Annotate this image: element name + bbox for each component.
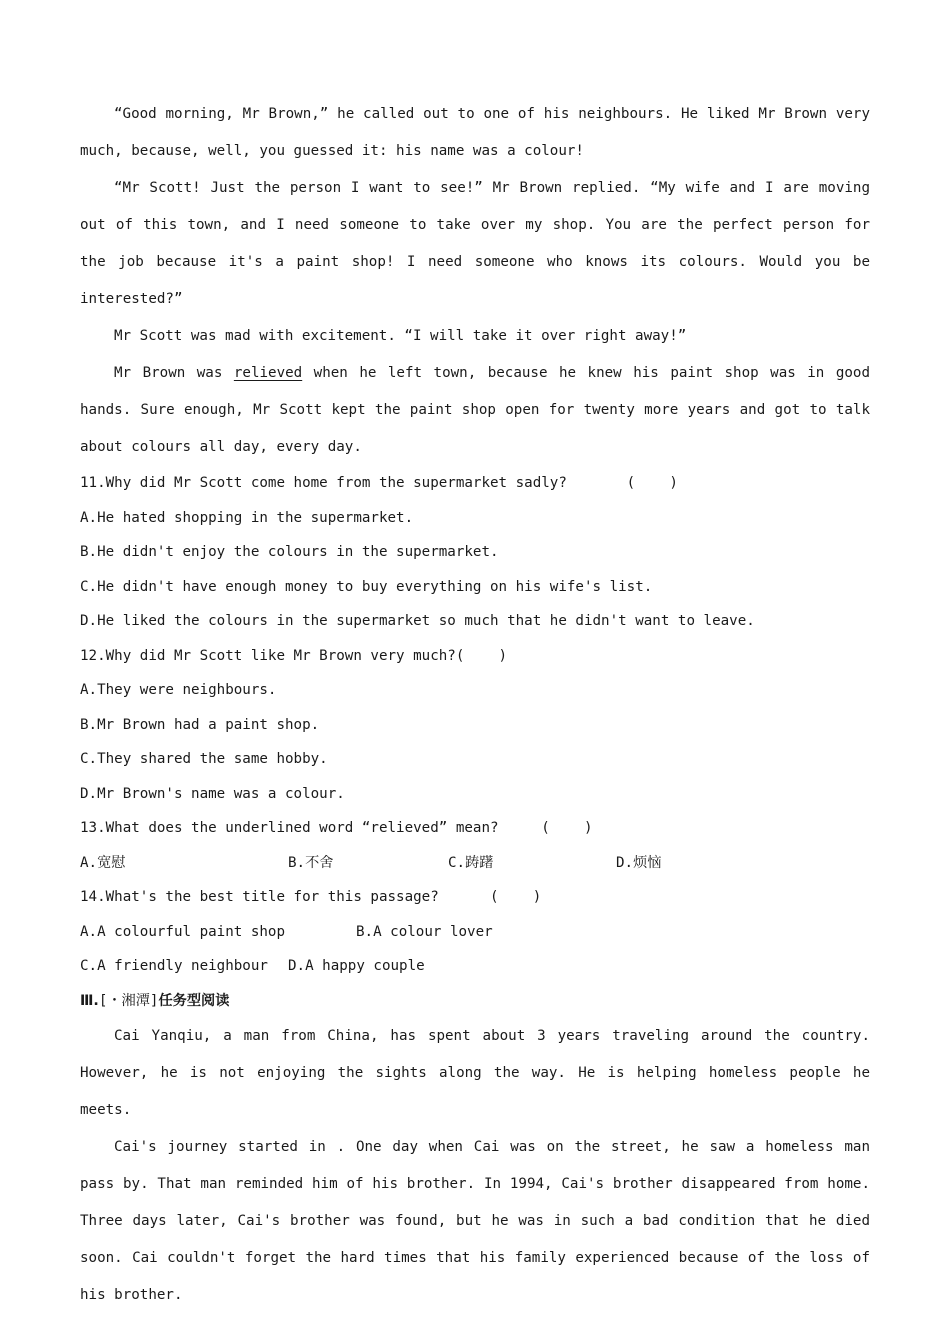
section-3-number: Ⅲ. [80, 992, 99, 1009]
question-14-options-row-2 [80, 949, 870, 984]
underlined-word: relieved [233, 365, 303, 381]
question-12-option-c: C.They shared the same hobby. [80, 751, 328, 767]
question-11-option-a: A.He hated shopping in the supermarket. [80, 509, 414, 526]
question-11-option-c: C.He didn't have enough money to buy everything on his wife's list. [80, 578, 653, 595]
question-14-options-row-1 [80, 915, 870, 950]
question-13-option-a: A.宽慰 [80, 854, 126, 871]
question-13-option-c: C.踌躇 [448, 854, 494, 871]
question-12-option-b: B.Mr Brown had a paint shop. [80, 716, 320, 733]
document-page [80, 96, 870, 1314]
passage-paragraph-3: Mr Scott was mad with excitement. “I will take it over right away!” [114, 328, 687, 344]
question-11-stem: 11.Why did Mr Scott come home from the supermarket sadly? ( ) [80, 475, 678, 491]
passage-paragraph-2: “Mr Scott! Just the person I want to see!” Mr Brown replied. “My wife and I are moving out of this town, and I need someone to take over my shop. You are the perfect person for the job because it's a paint shop! I need someone who knows its colours. Would you be interested?” [80, 180, 870, 307]
section-3-title: 任务型阅读 [158, 992, 230, 1009]
question-14-option-a: A.A colourful paint shop [80, 923, 285, 940]
question-13-stem: 13.What does the underlined word “relieved” mean? ( ) [80, 820, 593, 836]
question-11-option-b: B.He didn't enjoy the colours in the supermarket. [80, 544, 499, 560]
section-3-tag: [・湘潭] [98, 992, 159, 1009]
question-11-option-d: D.He liked the colours in the supermarket so much that he didn't want to leave. [80, 613, 755, 629]
question-12-stem: 12.Why did Mr Scott like Mr Brown very much?( ) [80, 647, 508, 664]
p4-before: Mr Brown was [114, 365, 234, 381]
question-12-option-a: A.They were neighbours. [80, 682, 277, 698]
question-12-option-d: D.Mr Brown's name was a colour. [80, 785, 345, 802]
question-14-option-d: D.A happy couple [288, 958, 425, 974]
question-13-options [80, 846, 870, 881]
passage2-paragraph-1: Cai Yanqiu, a man from China, has spent about 3 years traveling around the country. However, he is not enjoying the sights along the way. He is helping homeless people he meets. [80, 1028, 870, 1118]
section-3-heading [80, 984, 870, 1019]
question-14-option-c: C.A friendly neighbour [80, 958, 268, 974]
question-14-option-b: B.A colour lover [356, 923, 493, 940]
passage-paragraph-1: “Good morning, Mr Brown,” he called out to one of his neighbours. He liked Mr Brown very much, because, well, you guessed it: his name was a colour! [80, 106, 870, 159]
passage-paragraph-4 [80, 355, 870, 466]
question-14-stem: 14.What's the best title for this passage? ( ) [80, 889, 542, 905]
question-13-option-b: B.不舍 [288, 854, 334, 871]
question-13-option-d: D.烦恼 [616, 854, 662, 871]
passage2-paragraph-2: Cai's journey started in . One day when Cai was on the street, he saw a homeless man pass by. That man reminded him of his brother. In 1994, Cai's brother disappeared from home. Three days later, Cai's brother was found, but he was in such a bad condition that he died soon. Cai couldn't forget the hard times that his family experienced because of the loss of his brother. [80, 1139, 870, 1303]
p4-after: when he left town, because he knew his paint shop was in good hands. Sure enough, Mr Scott kept the paint shop open for twenty more years and got to talk about colours all day, every day. [80, 365, 870, 455]
